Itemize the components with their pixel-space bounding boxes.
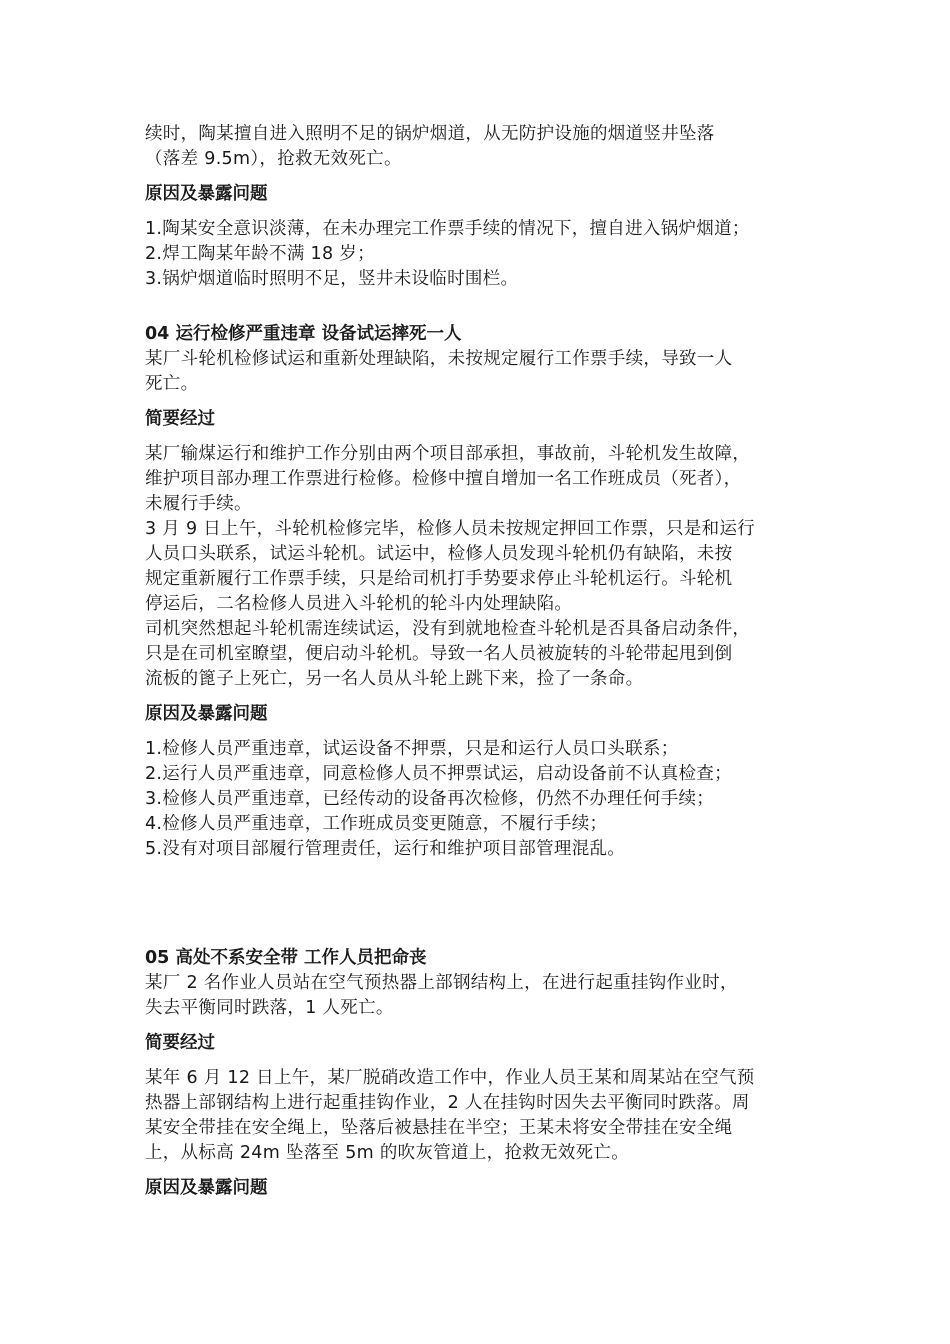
causes-heading: 原因及暴露问题 <box>145 1178 268 1198</box>
text-line: 3 月 9 日上午，斗轮机检修完毕，检修人员未按规定押回工作票，只是和运行 <box>145 519 756 539</box>
list-item: 5.没有对项目部履行管理责任，运行和维护项目部管理混乱。 <box>145 839 626 859</box>
list-item: 4.检修人员严重违章，工作班成员变更随意，不履行手续； <box>145 814 608 834</box>
text-line: 某年 6 月 12 日上午，某厂脱硝改造工作中，作业人员王某和周某站在空气预 <box>145 1068 755 1088</box>
text-line: 热器上部钢结构上进行起重挂钩作业，2 人在挂钩时因失去平衡同时跌落。周 <box>145 1093 750 1113</box>
text-line: （落差 9.5m），抢救无效死亡。 <box>145 149 402 169</box>
text-line: 某厂输煤运行和维护工作分别由两个项目部承担，事故前，斗轮机发生故障， <box>145 444 751 464</box>
document-page <box>145 122 810 1201</box>
causes-list <box>145 217 810 292</box>
section-summary <box>145 347 810 397</box>
text-line: 维护项目部办理工作票进行检修。检修中擅自增加一名工作班成员（死者）， <box>145 469 742 489</box>
brief-paragraph <box>145 1066 810 1166</box>
list-item: 2.焊工陶某年龄不满 18 岁； <box>145 244 375 264</box>
list-item: 3.检修人员严重违章，已经传动的设备再次检修，仍然不办理任何手续； <box>145 789 715 809</box>
list-item: 1.检修人员严重违章，试运设备不押票，只是和运行人员口头联系； <box>145 739 679 759</box>
text-line: 死亡。 <box>145 374 199 394</box>
text-line: 某厂斗轮机检修试运和重新处理缺陷，未按规定履行工作票手续，导致一人 <box>145 349 733 369</box>
causes-list <box>145 737 810 862</box>
text-line: 流板的篦子上死亡，另一名人员从斗轮上跳下来，捡了一条命。 <box>145 669 644 689</box>
text-line: 某厂 2 名作业人员站在空气预热器上部钢结构上，在进行起重挂钩作业时， <box>145 973 738 993</box>
text-line: 上，从标高 24m 坠落至 5m 的吹灰管道上，抢救无效死亡。 <box>145 1143 630 1163</box>
text-line: 只是在司机室瞭望，便启动斗轮机。导致一名人员被旋转的斗轮带起甩到倒 <box>145 644 733 664</box>
list-item: 3.锅炉烟道临时照明不足，竖井未设临时围栏。 <box>145 269 519 289</box>
list-item: 1.陶某安全意识淡薄，在未办理完工作票手续的情况下，擅自进入锅炉烟道； <box>145 219 750 239</box>
intro-paragraph <box>145 122 810 172</box>
text-line: 失去平衡同时跌落，1 人死亡。 <box>145 998 394 1018</box>
section-title-text: 高处不系安全带 工作人员把命丧 <box>175 948 427 968</box>
section-summary <box>145 971 810 1021</box>
text-line: 停运后，二名检修人员进入斗轮机的轮斗内处理缺陷。 <box>145 594 573 614</box>
causes-heading: 原因及暴露问题 <box>145 184 268 204</box>
section-title <box>145 322 810 347</box>
text-line: 规定重新履行工作票手续，只是给司机打手势要求停止斗轮机运行。斗轮机 <box>145 569 733 589</box>
brief-heading: 简要经过 <box>145 409 215 429</box>
section-number: 04 <box>145 324 170 344</box>
section-number: 05 <box>145 948 170 968</box>
list-item: 2.运行人员严重违章，同意检修人员不押票试运，启动设备前不认真检查； <box>145 764 732 784</box>
causes-heading: 原因及暴露问题 <box>145 704 268 724</box>
section-title-text: 运行检修严重违章 设备试运摔死一人 <box>175 324 462 344</box>
brief-paragraph <box>145 442 810 692</box>
text-line: 人员口头联系，试运斗轮机。试运中，检修人员发现斗轮机仍有缺陷，未按 <box>145 544 733 564</box>
text-line: 司机突然想起斗轮机需连续试运，没有到就地检查斗轮机是否具备启动条件， <box>145 619 751 639</box>
text-line: 续时，陶某擅自进入照明不足的锅炉烟道，从无防护设施的烟道竖井坠落 <box>145 124 715 144</box>
section-title <box>145 946 810 971</box>
text-line: 某安全带挂在安全绳上，坠落后被悬挂在半空；王某未将安全带挂在安全绳 <box>145 1118 733 1138</box>
brief-heading: 简要经过 <box>145 1033 215 1053</box>
text-line: 未履行手续。 <box>145 494 252 514</box>
